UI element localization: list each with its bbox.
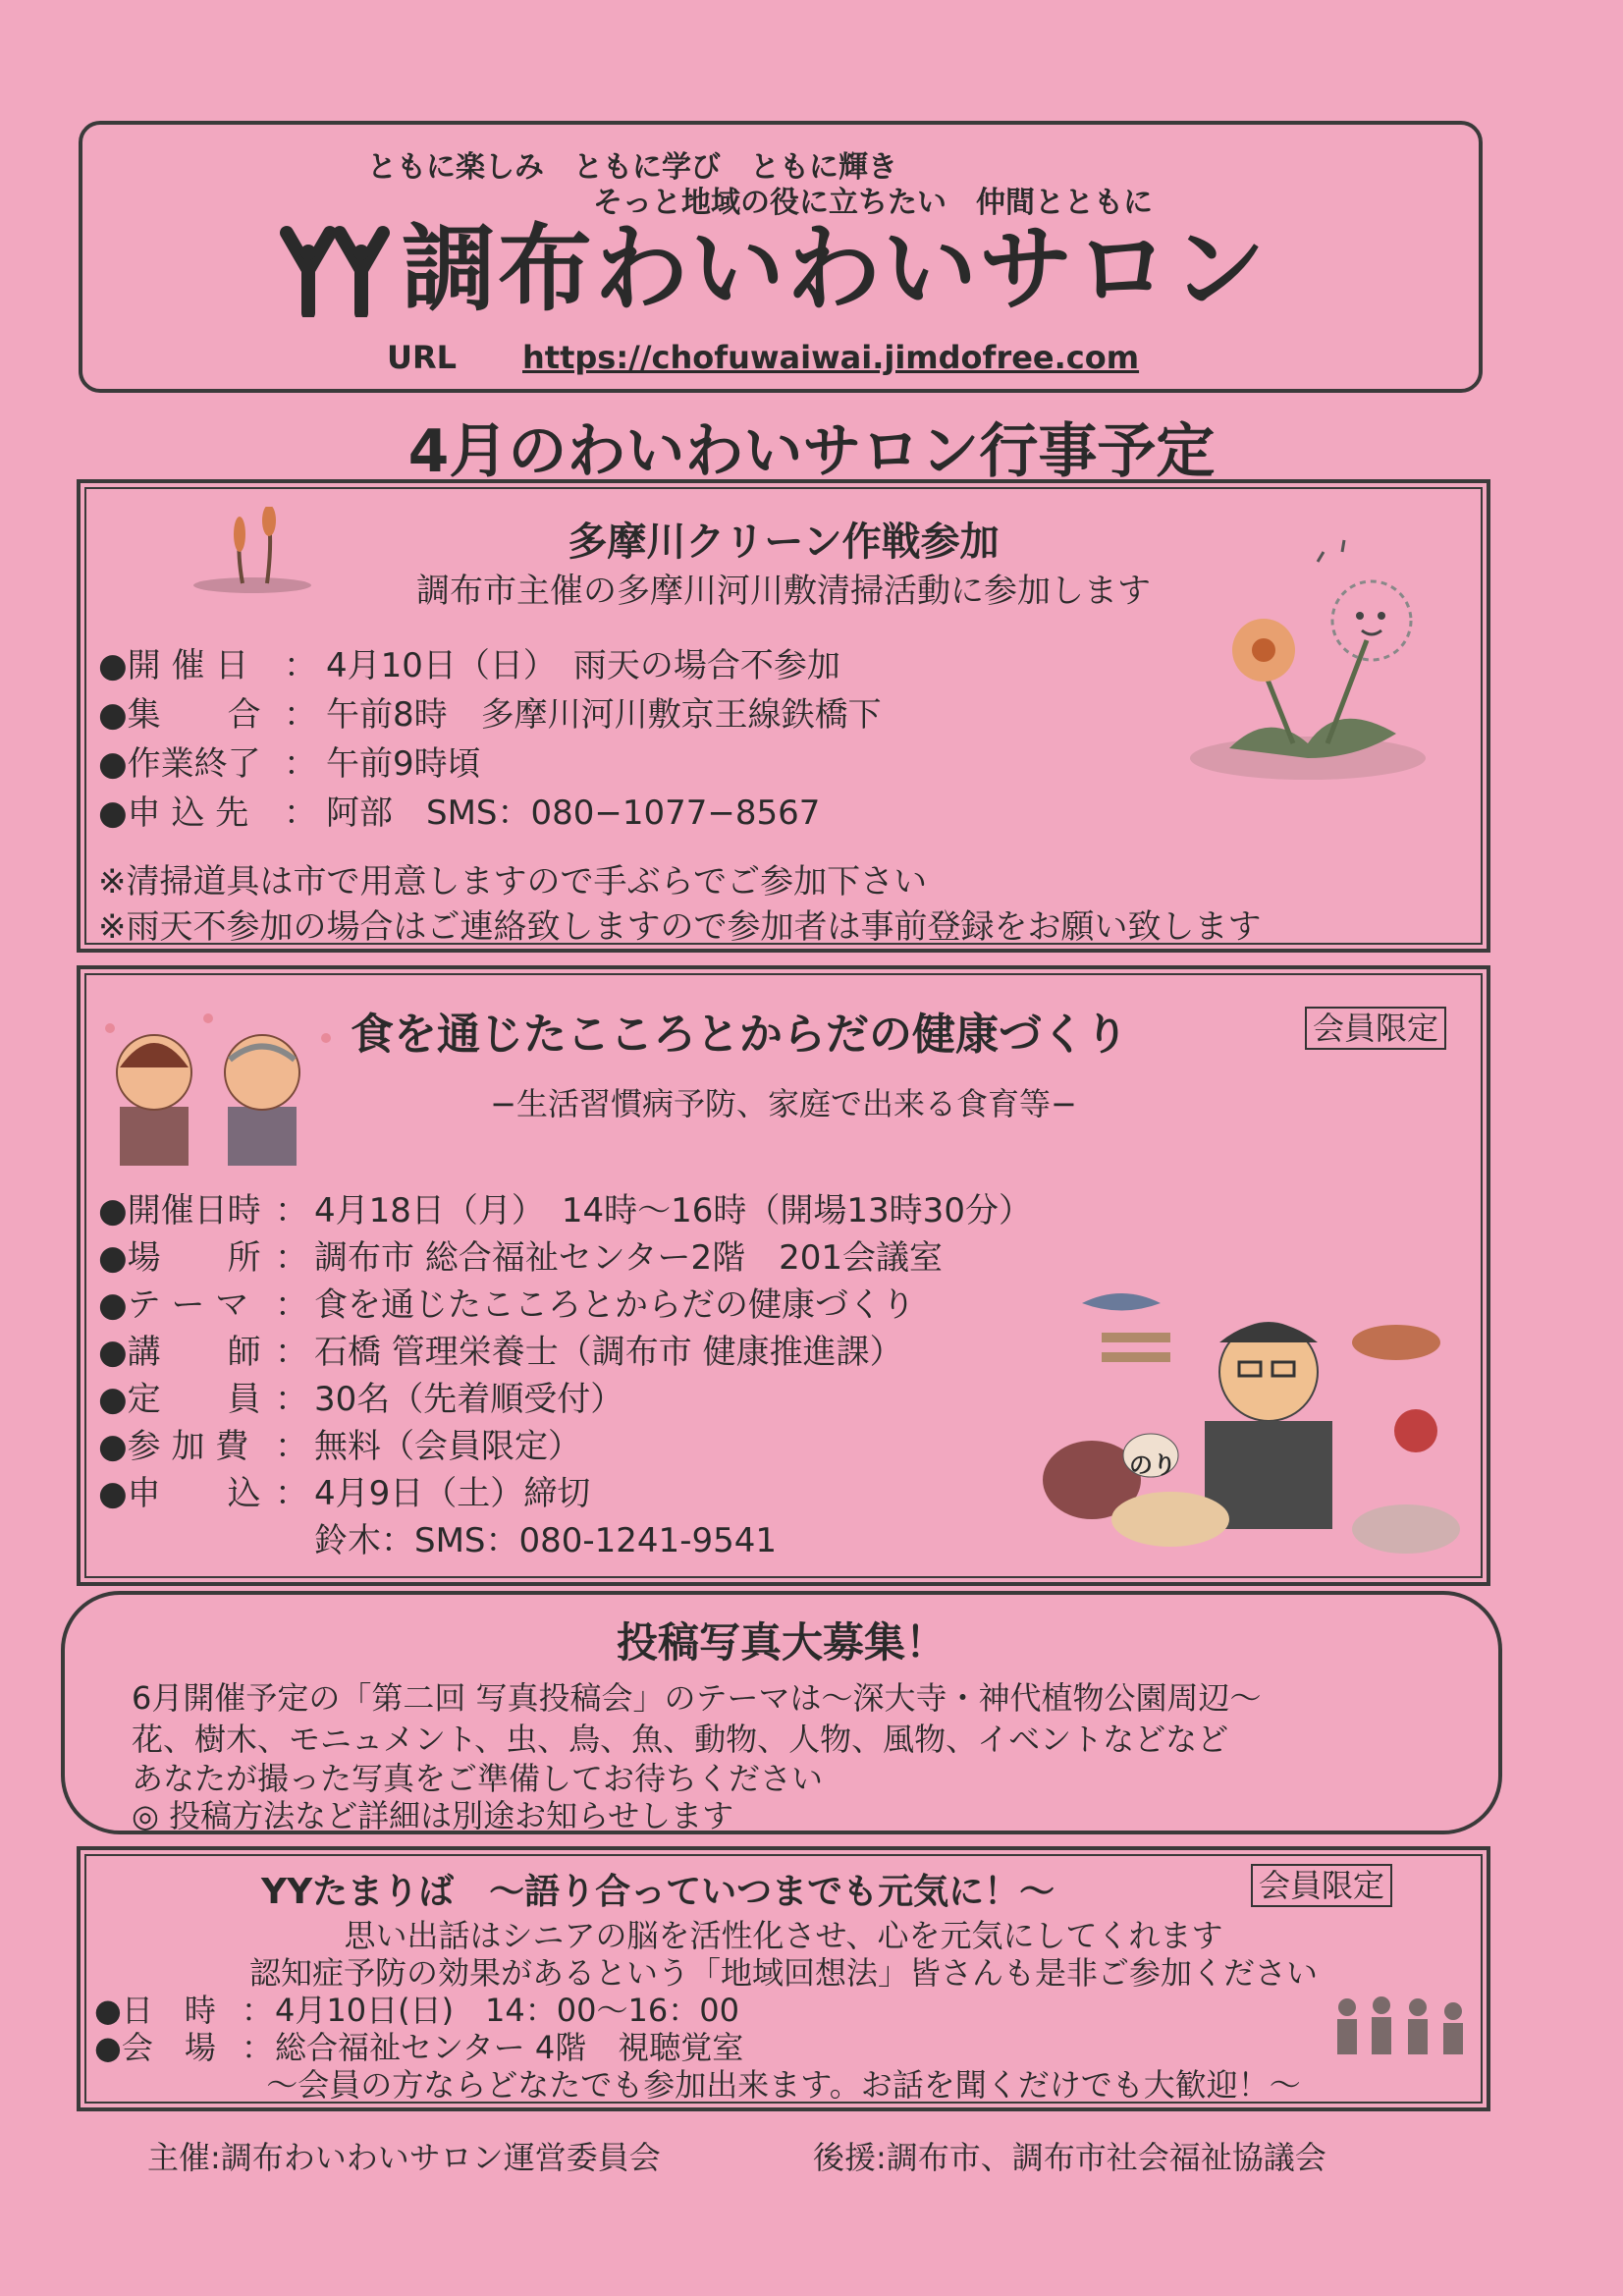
tamariba-title: YYたまりば 〜語り合っていつまでも元気に！〜 <box>261 1872 1055 1912</box>
event2-members-badge: 会員限定 <box>1305 1007 1446 1050</box>
footer-organizer: 主催:調布わいわいサロン運営委員会 <box>147 2139 661 2176</box>
event2-subtitle: −生活習慣病予防、家庭で出来る食育等− <box>490 1085 1077 1122</box>
photo-line-4: ◎ 投稿方法など詳細は別途お知らせします <box>132 1797 734 1834</box>
event2-title: 食を通じたこころとからだの健康づくり <box>351 1010 1128 1060</box>
tagline-1: ともに楽しみ ともに学び ともに輝き <box>367 150 897 185</box>
photo-line-3: あなたが撮った写真をご準備してお待ちください <box>132 1760 824 1797</box>
tamariba-members-badge: 会員限定 <box>1251 1864 1392 1907</box>
event1-note-1: ※清掃道具は市で用意しますので手ぶらでご参加下さい <box>98 862 928 902</box>
event2-row-apply: ●申 込 ： 4月9日（土）締切 <box>98 1474 591 1513</box>
event2-row-fee: ●参 加 費 ： 無料（会員限定） <box>98 1427 581 1466</box>
tagline-2: そっと地域の役に立ちたい 仲間とともに <box>593 186 1153 220</box>
seniors-icon <box>1327 1988 1475 2066</box>
event1-title: 多摩川クリーン作戦参加 <box>568 519 1000 565</box>
row-label: ●開 催 日 <box>98 646 249 685</box>
event2-row-theme: ●テ ー マ ： 食を通じたこころとからだの健康づくり <box>98 1285 915 1325</box>
tamariba-row-place: ●会 場 ：総合福祉センター 4階 視聴覚室 <box>94 2029 744 2066</box>
footer-support: 後援:調布市、調布市社会福祉協議会 <box>813 2139 1326 2176</box>
logo-yy-icon <box>279 223 392 317</box>
tamariba-line-2: 認知症予防の効果があるという「地域回想法」皆さんも是非ご参加ください <box>248 1954 1318 1992</box>
event1-note-2: ※雨天不参加の場合はご連絡致しますので参加者は事前登録をお願い致します <box>98 907 1262 947</box>
event1-row-contact: ●申 込 先 ： 阿部 SMS：080−1077−8567 <box>98 793 821 833</box>
logo-title: 調布わいわいサロン <box>402 214 1268 324</box>
event2-row-lecturer: ●講 師 ： 石橋 管理栄養士（調布市 健康推進課） <box>98 1333 903 1372</box>
event1-subtitle: 調布市主催の多摩川河川敷清掃活動に参加します <box>416 572 1151 611</box>
url-label: URL <box>387 339 458 376</box>
photo-title: 投稿写真大募集！ <box>616 1618 947 1667</box>
event1-row-end: ●作業終了 ： 午前9時頃 <box>98 744 481 784</box>
tamariba-line-1: 思い出話はシニアの脳を活性化させ、心を元気にしてくれます <box>344 1917 1223 1954</box>
food-illustration-icon <box>1043 1264 1475 1568</box>
page-title: 4月のわいわいサロン行事予定 <box>407 417 1216 486</box>
event2-row-capacity: ●定 員 ： 30名（先着順受付） <box>98 1380 624 1419</box>
event2-row-datetime: ●開催日時 ： 4月18日（月） 14時〜16時（開場13時30分） <box>98 1191 1032 1230</box>
event1-row-date: ●開 催 日 ： 4月10日（日） 雨天の場合不参加 <box>98 638 840 686</box>
event1-box <box>77 479 1490 953</box>
photo-line-2: 花、樹木、モニュメント、虫、鳥、魚、動物、人物、風物、イベントなどなど <box>132 1721 1229 1758</box>
photo-line-1: 6月開催予定の「第二回 写真投稿会」のテーマは〜深大寺・神代植物公園周辺〜 <box>132 1679 1262 1717</box>
event2-row-place: ●場 所 ： 調布市 総合福祉センター2階 201会議室 <box>98 1238 943 1278</box>
logo <box>279 223 392 317</box>
header-box <box>79 121 1483 393</box>
row-value: 4月10日（日） 雨天の場合不参加 <box>326 646 840 685</box>
event2-contact: 鈴木：SMS：080-1241-9541 <box>314 1521 777 1560</box>
photo-box <box>61 1591 1502 1834</box>
event1-row-meet: ●集 合 ： 午前8時 多摩川河川敷京王線鉄橋下 <box>98 695 882 735</box>
dandelion-icon <box>1170 532 1455 788</box>
tamariba-closing: 〜会員の方ならどなたでも参加出来ます。お話を聞くだけでも大歓迎！〜 <box>266 2066 1301 2104</box>
event2-box <box>77 965 1490 1586</box>
tamariba-row-datetime: ●日 時 ：4月10日(日) 14：00〜16：00 <box>94 1992 739 2029</box>
tamariba-box <box>77 1846 1490 2111</box>
nori-label: のり <box>1129 1451 1176 1479</box>
url-link[interactable]: https://chofuwaiwai.jimdofree.com <box>522 339 1140 376</box>
